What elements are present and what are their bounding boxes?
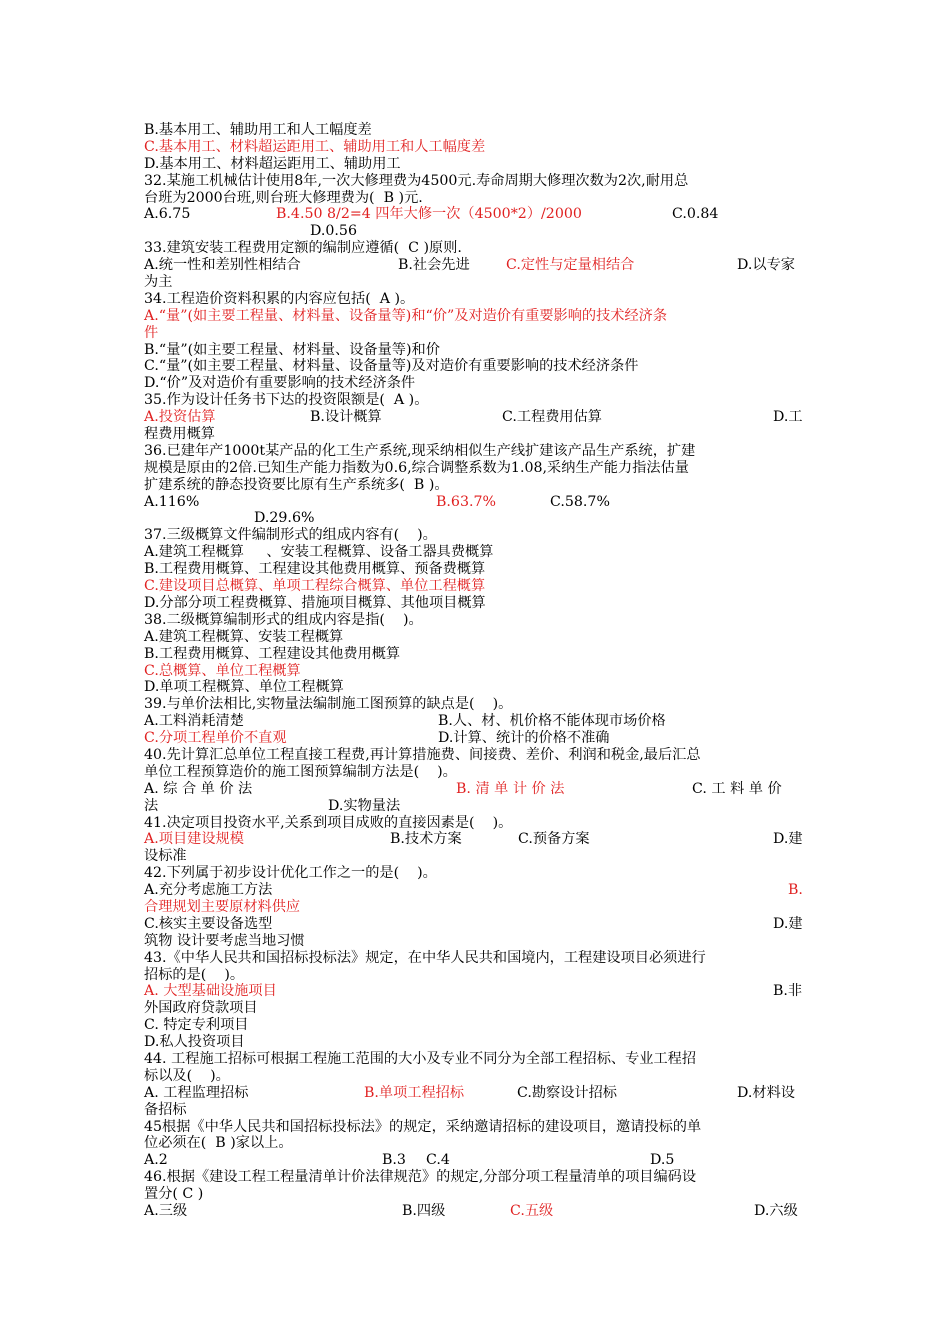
q43-stem-line2: 招标的是( )。	[144, 966, 245, 983]
q39-options-row1	[144, 713, 808, 730]
q31-option-b: B.基本用工、辅助用工和人工幅度差	[144, 122, 372, 138]
q43-option-a-answer: A. 大型基础设施项目	[144, 983, 277, 1000]
q41-option-d-cont: 设标准	[144, 848, 187, 865]
q33-option-a: A.统一性和差别性相结合	[144, 257, 301, 274]
q40-option-a: A. 综 合 单 价 法	[144, 780, 253, 797]
q34-stem: 34.工程造价资料积累的内容应包括( A )。	[144, 290, 415, 307]
q34-option-a-answer: A.“量”(如主要工程量、材料量、设备量等)和“价”及对造价有重要影响的技术经济条	[144, 307, 668, 324]
q38-option-c-answer: C.总概算、单位工程概算	[144, 662, 301, 679]
q33-options-row	[144, 257, 808, 274]
q36-stem-line3: 扩建系统的静态投资要比原有生产系统多( B )。	[144, 476, 449, 493]
q42-option-b-answer: B.	[788, 882, 803, 899]
q41-option-a-answer: A.项目建设规模	[144, 831, 244, 848]
q42-options-row2	[144, 916, 808, 933]
q39-option-d: D.计算、统计的价格不准确	[438, 730, 610, 747]
q40-option-c-cont: 法	[144, 797, 159, 814]
q33-option-d-cont: 为主	[144, 274, 173, 291]
q45-stem-line2: 位必须在( B )家以上。	[144, 1135, 293, 1152]
q44-options-row	[144, 1085, 808, 1102]
q36-options-row	[144, 494, 808, 511]
q40-option-d: D.实物量法	[328, 797, 401, 814]
q38-option-a: A.建筑工程概算、安装工程概算	[144, 628, 344, 645]
q46-options-row	[144, 1203, 808, 1220]
q44-stem-line1: 44. 工程施工招标可根据工程施工范围的大小及专业不同分为全部工程招标、专业工程招	[144, 1050, 697, 1067]
q46-option-d: D.六级	[754, 1203, 798, 1219]
q34-option-a-answer-cont: 件	[144, 324, 159, 341]
q32-option-d: D.0.56	[310, 223, 357, 240]
q45-option-a: A.2	[144, 1152, 168, 1169]
q32-options-row2	[144, 223, 808, 240]
q39-option-a: A.工料消耗清楚	[144, 713, 244, 730]
q40-option-b-answer: B. 清 单 计 价 法	[456, 780, 565, 797]
q38-option-b: B.工程费用概算、工程建设其他费用概算	[144, 645, 401, 662]
q36-options-row2	[144, 510, 808, 527]
q39-options-row2	[144, 730, 808, 747]
q46-option-c-answer: C.五级	[510, 1203, 554, 1219]
q43-option-b: B.非	[773, 983, 803, 1000]
q41-stem: 41.决定项目投资水平,关系到项目成败的直接因素是( )。	[144, 814, 513, 831]
q36-option-c: C.58.7%	[550, 493, 610, 510]
q40-stem-line2: 单位工程预算造价的施工图预算编制方法是( )。	[144, 763, 457, 780]
q45-options-row	[144, 1152, 808, 1169]
q32-options-row	[144, 206, 808, 223]
q43-option-c: C. 特定专利项目	[144, 1017, 249, 1034]
q32-stem-line1: 32.某施工机械估计使用8年,一次大修理费为4500元.寿命周期大修理次数为2次,耐用总	[144, 172, 689, 189]
q40-options-row2	[144, 798, 808, 815]
q43-options-row1	[144, 983, 808, 1000]
q37-option-b: B.工程费用概算、工程建设其他费用概算、预备费概算	[144, 561, 486, 578]
q43-option-d: D.私人投资项目	[144, 1034, 245, 1051]
q36-stem-line2: 规模是原由的2倍.已知生产能力指数为0.6,综合调整系数为1.08,采纳生产能力指法估量	[144, 459, 689, 476]
q44-option-d-cont: 备招标	[144, 1101, 187, 1118]
q42-option-b-answer-cont: 合理规划主要原材料供应	[144, 898, 301, 915]
q35-option-a-answer: A.投资估算	[144, 409, 216, 426]
q42-options-row1	[144, 882, 808, 899]
q44-option-b-answer: B.单项工程招标	[364, 1084, 465, 1101]
q46-stem-line2: 置分( C )	[144, 1186, 204, 1203]
q33-option-d: D.以专家	[737, 257, 795, 274]
q34-option-d: D.“价”及对造价有重要影响的技术经济条件	[144, 375, 416, 392]
q41-option-d: D.建	[773, 831, 803, 848]
q37-option-c-answer: C.建设项目总概算、单项工程综合概算、单位工程概算	[144, 578, 486, 595]
q46-option-a: A.三级	[144, 1203, 188, 1219]
q32-option-a: A.6.75	[144, 206, 191, 223]
q32-stem-line2: 台班为2000台班,则台班大修理费为( B )元.	[144, 189, 423, 206]
q33-option-c-answer: C.定性与定量相结合	[506, 257, 635, 274]
q41-option-c: C.预备方案	[518, 831, 590, 848]
q45-option-c: C.4	[426, 1152, 450, 1169]
q42-option-c: C.核实主要设备选型	[144, 915, 273, 932]
q41-options-row	[144, 831, 808, 848]
q37-stem: 37.三级概算文件编制形式的组成内容有( )。	[144, 527, 437, 544]
q40-option-c: C. 工 料 单 价	[692, 780, 782, 797]
q32-option-c: C.0.84	[672, 206, 719, 223]
q44-option-d: D.材料设	[737, 1084, 795, 1101]
q35-option-b: B.设计概算	[310, 409, 382, 426]
q35-options-row	[144, 409, 808, 426]
q39-option-b: B.人、材、机价格不能体现市场价格	[438, 713, 666, 730]
q44-stem-line2: 标以及( )。	[144, 1067, 230, 1084]
q38-option-d: D.单项工程概算、单位工程概算	[144, 679, 344, 696]
q39-option-c-answer: C.分项工程单价不直观	[144, 730, 287, 747]
q36-option-b-answer: B.63.7%	[436, 493, 497, 510]
q32-option-b-answer: B.4.50 8/2=4 四年大修一次（4500*2）/2000	[276, 206, 582, 223]
q35-option-d: D.工	[773, 409, 803, 426]
q31-option-d: D.基本用工、材料超运距用工、辅助用工	[144, 155, 401, 172]
document-page	[144, 122, 808, 1220]
q34-option-b: B.“量”(如主要工程量、材料量、设备量等)和价	[144, 341, 440, 358]
q35-stem: 35.作为设计任务书下达的投资限额是( A )。	[144, 392, 429, 409]
q40-stem-line1: 40.先计算汇总单位工程直接工程费,再计算措施费、间接费、差价、利润和税金,最后汇总	[144, 746, 701, 763]
q34-option-c: C.“量”(如主要工程量、材料量、设备量等)及对造价有重要影响的技术经济条件	[144, 358, 639, 375]
q42-stem: 42.下列属于初步设计优化工作之一的是( )。	[144, 865, 437, 882]
q37-option-d: D.分部分项工程费概算、措施项目概算、其他项目概算	[144, 594, 486, 611]
q35-option-c: C.工程费用估算	[502, 409, 602, 426]
q37-option-a: A.建筑工程概算 、安装工程概算、设备工器具费概算	[144, 544, 494, 561]
q45-option-b: B.3	[382, 1152, 406, 1169]
q43-stem-line1: 43.《中华人民共和国招标投标法》规定，在中华人民共和国境内，工程建设项目必须进行	[144, 949, 706, 966]
q46-stem-line1: 46.根据《建设工程工程量清单计价法律规范》的规定,分部分项工程量清单的项目编码设	[144, 1169, 697, 1186]
q42-option-d: D.建	[773, 915, 803, 932]
q36-option-d: D.29.6%	[254, 510, 315, 527]
q44-option-a: A. 工程监理招标	[144, 1084, 249, 1101]
q40-options-row1	[144, 781, 808, 798]
q41-option-b: B.技术方案	[390, 831, 462, 848]
q42-option-a: A.充分考虑施工方法	[144, 882, 273, 899]
q43-option-b-cont: 外国政府贷款项目	[144, 1000, 258, 1017]
q46-option-b: B.四级	[402, 1203, 446, 1219]
q45-stem-line1: 45根据《中华人民共和国招标投标法》的规定，采纳邀请招标的建设项目，邀请投标的单	[144, 1118, 702, 1135]
q39-stem: 39.与单价法相比,实物量法编制施工图预算的缺点是( )。	[144, 696, 513, 713]
q45-option-d: D.5	[650, 1152, 675, 1169]
q35-option-d-cont: 程费用概算	[144, 426, 215, 443]
q33-stem: 33.建筑安装工程费用定额的编制应遵循( C )原则.	[144, 240, 462, 257]
q36-stem-line1: 36.已建年产1000t某产品的化工生产系统,现采纳相似生产线扩建该产品生产系统，扩建	[144, 442, 696, 459]
q33-option-b: B.社会先进	[398, 257, 470, 274]
q36-option-a: A.116%	[144, 493, 200, 510]
q31-option-c-answer: C.基本用工、材料超运距用工、辅助用工和人工幅度差	[144, 138, 486, 155]
q44-option-c: C.勘察设计招标	[517, 1084, 617, 1101]
q38-stem: 38.二级概算编制形式的组成内容是指( )。	[144, 611, 423, 628]
q42-option-d-cont: 筑物 设计要考虑当地习惯	[144, 932, 305, 949]
